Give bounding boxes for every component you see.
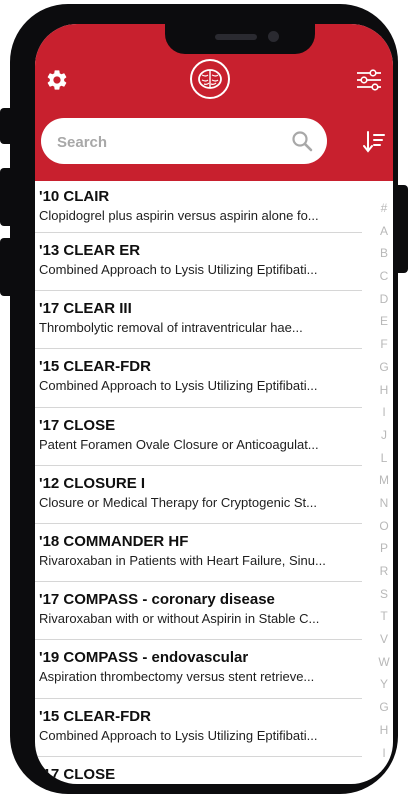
volume-down-button — [0, 238, 14, 296]
index-letter[interactable]: S — [379, 586, 388, 601]
trial-title: '13 CLEAR ER — [39, 242, 141, 259]
trial-title: '10 CLAIR — [39, 188, 110, 205]
settings-button[interactable] — [45, 68, 69, 92]
trial-description: Thrombolytic removal of intraventricular hae... — [39, 320, 303, 336]
app-screen — [35, 24, 393, 784]
index-letter[interactable]: G — [379, 700, 389, 715]
list-item[interactable] — [35, 466, 362, 524]
list-item[interactable] — [35, 582, 362, 640]
list-item[interactable] — [35, 699, 362, 757]
list-item[interactable] — [35, 349, 362, 407]
alphabet-index — [374, 197, 393, 784]
trial-title: '12 CLOSURE I — [39, 474, 146, 492]
list-item[interactable] — [35, 291, 362, 349]
list-item[interactable] — [35, 233, 362, 291]
filter-button[interactable] — [356, 68, 382, 92]
index-letter[interactable]: # — [380, 201, 388, 215]
list-item[interactable] — [35, 640, 362, 698]
search-icon[interactable] — [291, 130, 313, 152]
trial-list — [35, 181, 362, 784]
trial-description: Rivaroxaban with or without Aspirin in Stable C... — [39, 611, 320, 627]
index-letter[interactable]: N — [379, 495, 389, 510]
trial-title: '17 COMPASS - coronary disease — [39, 591, 275, 609]
index-letter[interactable]: I — [382, 405, 386, 420]
index-letter[interactable]: A — [379, 223, 388, 238]
index-letter[interactable]: P — [379, 541, 388, 556]
gear-icon — [45, 68, 69, 92]
index-letter[interactable]: C — [379, 269, 389, 284]
sort-descending-icon — [363, 130, 385, 154]
index-letter[interactable]: R — [379, 564, 389, 578]
front-camera — [268, 31, 279, 42]
index-letter[interactable]: L — [380, 450, 388, 465]
trial-title: '17 CLEAR III — [39, 300, 132, 318]
index-letter[interactable]: E — [379, 314, 388, 329]
trial-description: Patent Foramen Ovale Closure or Anticoagulat... — [39, 436, 319, 452]
list-item[interactable] — [35, 408, 362, 466]
index-letter[interactable]: H — [379, 382, 389, 397]
brain-logo — [190, 59, 230, 99]
sliders-icon — [356, 68, 382, 92]
speaker-grille — [215, 34, 257, 40]
index-letter[interactable]: I — [382, 745, 386, 760]
trial-description: Closure or Medical Therapy for Cryptogenic St... — [39, 494, 317, 510]
trial-description: Aspiration thrombectomy versus stent retrieve... — [39, 669, 315, 685]
index-letter[interactable]: G — [379, 359, 389, 374]
index-letter[interactable]: J — [381, 427, 387, 442]
index-letter[interactable]: O — [379, 518, 389, 533]
mute-switch — [0, 108, 14, 144]
index-letter[interactable]: D — [379, 291, 389, 306]
index-letter[interactable]: M — [379, 473, 389, 488]
trial-description: Rivaroxaban in Patients with Heart Failure, Sinu... — [39, 552, 326, 568]
phone-frame — [10, 4, 398, 794]
power-button — [394, 185, 408, 273]
index-letter[interactable]: B — [379, 246, 388, 261]
search-input[interactable] — [55, 118, 279, 166]
trial-title: '17 CLOSE — [39, 416, 116, 434]
trial-title: '15 CLEAR-FDR — [39, 358, 151, 376]
index-letter[interactable]: F — [380, 337, 388, 352]
trial-title: '15 CLEAR-FDR — [39, 707, 151, 725]
list-item[interactable] — [35, 181, 362, 233]
search-bar — [41, 118, 327, 164]
sort-button[interactable] — [363, 130, 385, 154]
trial-description: Combined Approach to Lysis Utilizing Eptifibati... — [39, 262, 318, 277]
index-letter[interactable]: T — [380, 609, 388, 624]
device-notch — [165, 24, 315, 54]
list-item[interactable] — [35, 524, 362, 582]
trial-description: Clopidogrel plus aspirin versus aspirin alone fo... — [39, 208, 319, 223]
index-letter[interactable]: V — [379, 632, 388, 647]
trial-title: '19 COMPASS - endovascular — [39, 649, 249, 667]
volume-up-button — [0, 168, 14, 226]
trial-title: '18 COMMANDER HF — [39, 532, 189, 550]
trial-description: Combined Approach to Lysis Utilizing Eptifibati... — [39, 378, 318, 394]
trial-description: Combined Approach to Lysis Utilizing Eptifibati... — [39, 727, 318, 743]
index-letter[interactable]: W — [378, 654, 390, 669]
index-letter[interactable]: Y — [379, 677, 388, 692]
trial-title: '17 CLOSE — [39, 765, 116, 783]
list-item[interactable] — [35, 757, 362, 784]
index-letter[interactable]: H — [379, 722, 389, 737]
